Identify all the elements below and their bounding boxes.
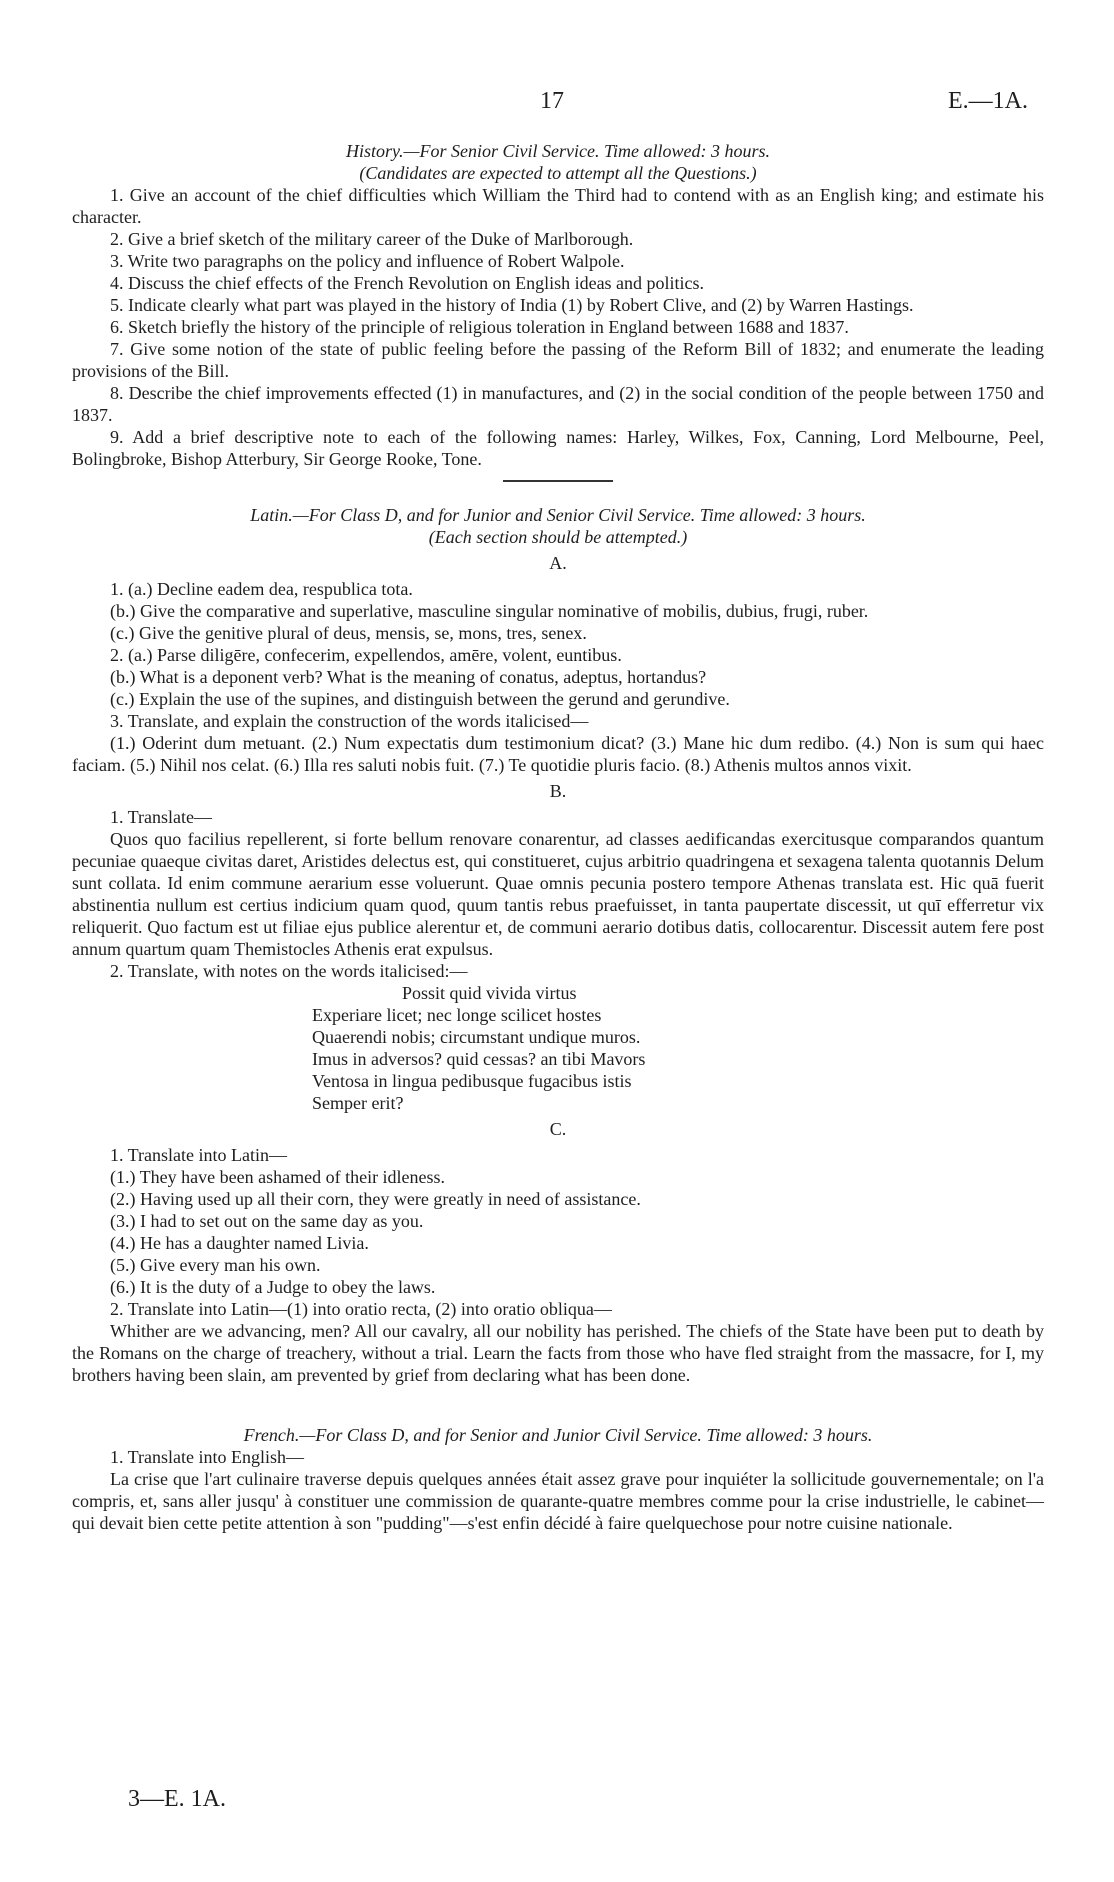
latin-a-line: (b.) What is a deponent verb? What is the meaning of conatus, adeptus, hortandus? [110, 667, 707, 687]
history-question: 3. Write two paragraphs on the policy and influence of Robert Walpole. [110, 251, 625, 271]
history-question: 7. Give some notion of the state of public feeling before the passing of the Reform Bill of 1832; and enumerate the leading provisions of the Bill. [72, 339, 1044, 381]
latin-c-q2-intro: 2. Translate into Latin—(1) into oratio recta, (2) into oratio obliqua— [110, 1299, 612, 1319]
latin-section-b-label: B. [549, 781, 567, 801]
verse-line: Possit quid vivida virtus [402, 983, 577, 1003]
history-question: 4. Discuss the chief effects of the French Revolution on English ideas and politics. [110, 273, 705, 293]
latin-section-a-label: A. [549, 553, 567, 573]
latin-c-q1-intro: 1. Translate into Latin— [110, 1145, 287, 1165]
verse-line: Ventosa in lingua pedibusque fugacibus istis [312, 1071, 632, 1091]
history-question: 8. Describe the chief improvements effected (1) in manufactures, and (2) in the social condition of the people between 1750 and 1837. [72, 383, 1044, 425]
latin-a-line: 2. (a.) Parse diligēre, confecerim, expellendos, amēre, volent, euntibus. [110, 645, 622, 665]
latin-b-q2-intro: 2. Translate, with notes on the words italicised:— [110, 961, 468, 981]
history-question: 1. Give an account of the chief difficulties which William the Third had to contend with as an English king; and estimate his character. [72, 185, 1044, 227]
spacer [72, 1386, 1044, 1424]
latin-section-c-label: C. [549, 1119, 567, 1139]
latin-c-item: (1.) They have been ashamed of their idleness. [110, 1167, 446, 1187]
french-heading: French.—For Class D, and for Senior and Junior Civil Service. Time allowed: 3 hours. [243, 1425, 873, 1445]
latin-heading: Latin.—For Class D, and for Junior and Senior Civil Service. Time allowed: 3 hours. [250, 505, 866, 525]
latin-c-item: (4.) He has a daughter named Livia. [110, 1233, 369, 1253]
latin-b-q1-intro: 1. Translate— [110, 807, 213, 827]
history-question: 5. Indicate clearly what part was played in the history of India (1) by Robert Clive, and (2) by Warren Hastings. [110, 295, 914, 315]
footer-signature: 3—E. 1A. [128, 1786, 226, 1812]
latin-c-item: (2.) Having used up all their corn, they were greatly in need of assistance. [110, 1189, 641, 1209]
verse-line: Experiare licet; nec longe scilicet hostes [312, 1005, 602, 1025]
history-question: 6. Sketch briefly the history of the principle of religious toleration in England between 1688 and 1837. [110, 317, 849, 337]
french-passage: La crise que l'art culinaire traverse depuis quelques années était assez grave pour inquiéter la sollicitude gouvernementale; on l'a compris, et, sans aller jusqu' à constituer une commission de quarante-quatre membres comme pour la crise industrielle, le cabinet—qui devait bien cette petite attention à son "pudding"—s'est enfin décidé à faire quelquechose pour notre cuisine nationale. [72, 1469, 1044, 1533]
latin-a-line: (b.) Give the comparative and superlative, masculine singular nominative of mobilis, dubius, frugi, ruber. [110, 601, 869, 621]
latin-b-passage: Quos quo facilius repellerent, si forte bellum renovare conarentur, ad classes aedificandas exercitusque comparandos quantum pecuniae quaeque civitas daret, Aristides delectus est, qui constitueret, cujus arbitrio quadringena et sexagena talenta quotannis Delum sunt collata. Id enim commune aerarium esse voluerunt. Quae omnis pecunia postero tempore Athenas translata est. Hic quā fuerit abstinentia nullum est certius indicium quam quod, quum tantis rebus praefuisset, in tanta paupertate discessit, ut quī efferretur vix reliquerit. Quo factum est ut filiae ejus publice alerentur et, de communi aerario dotibus datis, collocarentur. Discessit autem fere post annum quartum quam Themistocles Athenis erat expulsus. [72, 829, 1044, 959]
verse-line: Imus in adversos? quid cessas? an tibi Mavors [312, 1049, 646, 1069]
history-question: 2. Give a brief sketch of the military career of the Duke of Marlborough. [110, 229, 634, 249]
page-number: 17 [540, 88, 564, 114]
history-question: 9. Add a brief descriptive note to each of the following names: Harley, Wilkes, Fox, Canning, Lord Melbourne, Peel, Bolingbroke, Bishop Atterbury, Sir George Rooke, Tone. [72, 427, 1044, 469]
latin-subheading: (Each section should be attempted.) [428, 527, 688, 547]
latin-a-line: (c.) Explain the use of the supines, and distinguish between the gerund and gerundive. [110, 689, 730, 709]
section-divider [503, 480, 613, 482]
document-reference: E.—1A. [948, 88, 1028, 114]
latin-a-line: (1.) Oderint dum metuant. (2.) Num expectatis dum testimonium dicat? (3.) Mane hic dum redibo. (4.) Non is sum qui haec faciam. (5.) Nihil nos celat. (6.) Illa res saluti nobis fuit. (7.) Te quotidie pluris facio. (8.) Athenis multos annos vixit. [72, 733, 1044, 775]
latin-a-line: (c.) Give the genitive plural of deus, mensis, se, mons, tres, senex. [110, 623, 587, 643]
latin-c-item: (3.) I had to set out on the same day as you. [110, 1211, 424, 1231]
latin-a-line: 3. Translate, and explain the construction of the words italicised— [110, 711, 589, 731]
latin-a-line: 1. (a.) Decline eadem dea, respublica tota. [110, 579, 413, 599]
history-section [72, 140, 1044, 1534]
history-subheading: (Candidates are expected to attempt all the Questions.) [359, 163, 757, 183]
verse-line: Semper erit? [312, 1093, 404, 1113]
history-heading: History.—For Senior Civil Service. Time allowed: 3 hours. [346, 141, 770, 161]
latin-c-item: (6.) It is the duty of a Judge to obey the laws. [110, 1277, 436, 1297]
french-q1-intro: 1. Translate into English— [110, 1447, 305, 1467]
verse-line: Quaerendi nobis; circumstant undique muros. [312, 1027, 641, 1047]
latin-c-item: (5.) Give every man his own. [110, 1255, 321, 1275]
latin-c-passage: Whither are we advancing, men? All our cavalry, all our nobility has perished. The chiefs of the State have been put to death by the Romans on the charge of treachery, without a trial. Learn the facts from those who have fled straight from the massacre, for I, my brothers having been slain, am prevented by grief from declaring what has been done. [72, 1321, 1044, 1385]
